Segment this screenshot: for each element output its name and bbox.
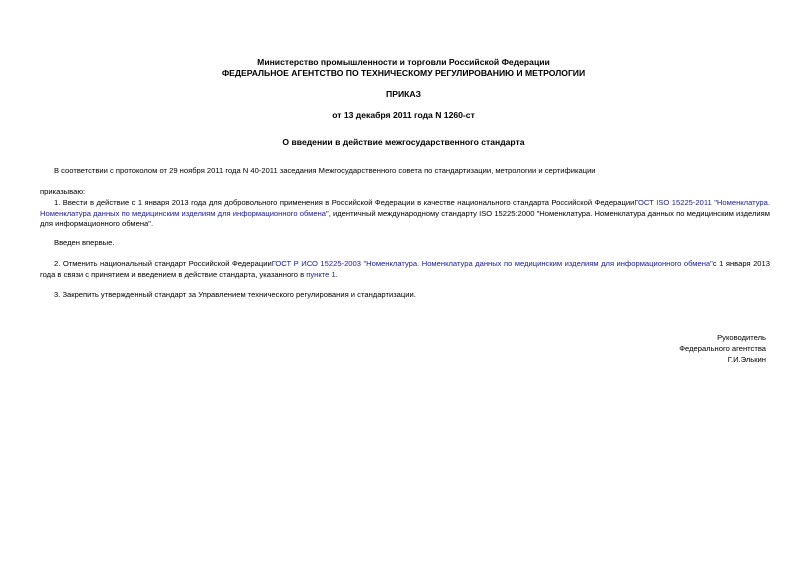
item-1-reference-link[interactable]: пункте 1 — [306, 269, 336, 279]
item-2-end: . — [335, 269, 338, 279]
agency-heading: ФЕДЕРАЛЬНОЕ АГЕНТСТВО ПО ТЕХНИЧЕСКОМУ РЕГУЛИРОВАНИЮ И МЕТРОЛОГИИ — [221, 68, 586, 78]
gost-r-iso-15225-2003-link[interactable]: ГОСТ Р ИСО 15225-2003 "Номенклатура. Номенклатура данных по медицинским изделиям для информационного обмена" — [271, 259, 713, 268]
signature-position: Руководитель — [717, 333, 766, 342]
document-type: ПРИКАЗ — [386, 89, 421, 99]
item-2-text: 2. Отменить национальный стандарт Российской Федерации — [54, 259, 272, 268]
item-1-text-after: , идентичный международному стандарту ISO 15225:2000 "Номенклатура. Номенклатура данных по медицинским изделиям для информационного обмена". — [40, 208, 771, 228]
document-date-number: от 13 декабря 2011 года N 1260-ст — [332, 110, 475, 120]
item-1-text: 1. Ввести в действие с 1 января 2013 года для добровольного применения в Российской Федерации в качестве национального стандарта Российской Федерации — [54, 198, 635, 207]
document-title: О введении в действие межгосударственного стандарта — [282, 137, 525, 147]
item-1-paragraph — [40, 198, 770, 230]
ministry-heading: Министерство промышленности и торговли Российской Федерации — [257, 57, 550, 67]
introduced-first-note: Введен впервые. — [54, 238, 115, 247]
preamble-paragraph: В соответствии с протоколом от 29 ноября 2011 года N 40-2011 заседания Межгосударственного совета по стандартизации, метрологии и сертификации — [54, 166, 596, 175]
signature-organization: Федерального агентства — [679, 344, 766, 353]
signature-name: Г.И.Элькин — [727, 355, 766, 364]
item-2-paragraph — [40, 259, 770, 280]
item-2-text-after: с 1 января 2013 года в связи с принятием и введением в действие стандарта, указанного в — [40, 259, 770, 279]
order-word: приказываю: — [40, 187, 86, 196]
gost-iso-15225-2011-link[interactable]: ГОСТ ISO 15225-2011 "Номенклатура. Номенклатура данных по медицинским изделиям для информационного обмена" — [40, 198, 770, 218]
item-3-paragraph: 3. Закрепить утвержденный стандарт за Управлением технического регулирования и стандартизации. — [54, 290, 416, 299]
